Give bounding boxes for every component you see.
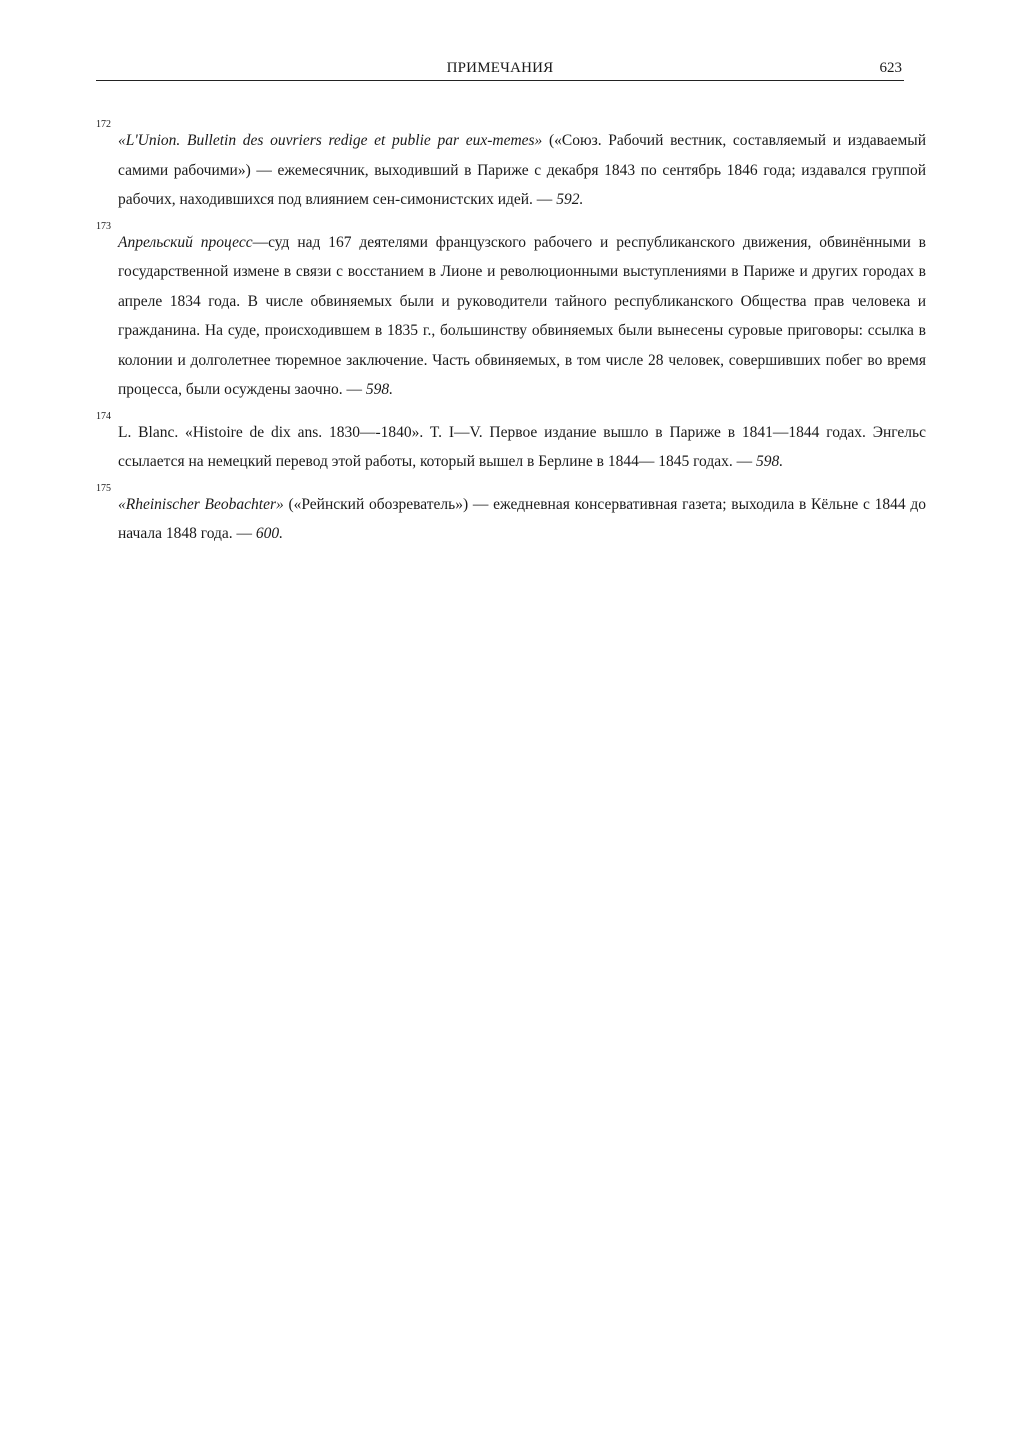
note-text-segment: «L'Union. Bulletin des ouvriers redige et publie par eux-memes»: [118, 132, 543, 149]
note-number: 172: [96, 119, 111, 130]
note-text-segment: —суд над 167 деятелями французского рабочего и республиканского движения, обвинёнными в государственной измене в связи с восстанием в Лионе и революционными выступлениями в Париже и других городах в апреле 1834 года. В числе обвиняемых были и руководители тайного республиканского Общества прав человека и гражданина. На суде, происходившем в 1835 г., большинству обвиняемых были вынесены суровые приговоры: ссылка в колонии и долголетнее тюремное заключение. Часть обвиняемых, в том числе 28 человек, совершивших побег во время процесса, были осуждены заочно. —: [118, 233, 926, 398]
note-number: 174: [96, 410, 111, 422]
note-number: 173: [96, 220, 111, 232]
note-text-segment: («Рейнский обозреватель») — ежедневная консервативная газета; выходила в Кёльне с 1844 до начала 1848 года. —: [118, 495, 926, 542]
note-text-segment: «Rheinischer Beobachter»: [118, 495, 284, 513]
running-header: [96, 60, 904, 81]
page-reference: 598.: [756, 453, 784, 470]
note-173: [96, 220, 926, 405]
note-174: [96, 410, 926, 477]
page-title: ПРИМЕЧАНИЯ: [446, 60, 554, 76]
note-175: [96, 482, 926, 549]
note-text-segment: («Союз. Рабочий вестник, составляемый и издаваемый самими рабочими») — ежемесячник, выходивший в Париже с декабря 1843 по сентябрь 1846 года; издавался группой рабочих, находившихся под влиянием сен-симонистских идей. —: [118, 132, 926, 208]
note-text-segment: L. Blanc. «Histoire de dix ans. 1830—-1840». T. I—V. Первое издание вышло в Париже в 1841—1844 годах. Энгельс ссылается на немецкий перевод этой работы, который вышел в Берлине в 1844— 1845 годах. —: [118, 423, 926, 470]
note-number: 175: [96, 482, 111, 494]
page-reference: 600.: [255, 525, 284, 542]
notes-list: [96, 119, 926, 562]
note-172: [96, 119, 926, 215]
page-reference: 592.: [556, 191, 584, 208]
page-reference: 598.: [365, 381, 393, 398]
page-number: 623: [879, 60, 902, 76]
note-text-segment: Апрельский процесс: [118, 233, 253, 251]
